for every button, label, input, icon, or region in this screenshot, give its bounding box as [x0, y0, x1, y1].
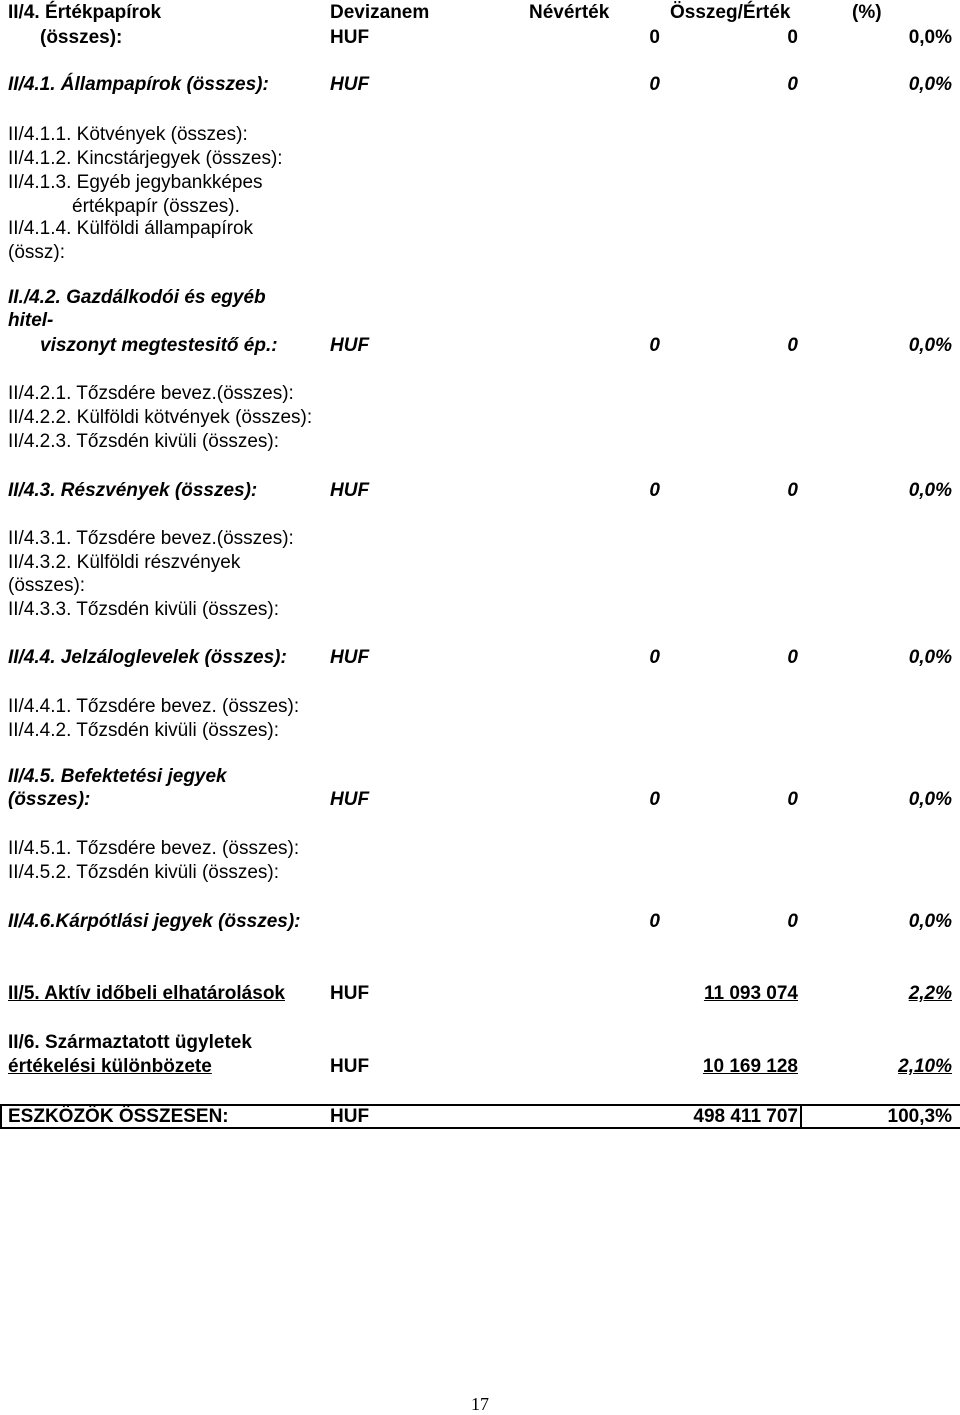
item-4-5-1: II/4.5.1. Tőzsdére bevez. (összes): [8, 838, 300, 859]
section-4-2-nominal: 0 [649, 335, 660, 356]
item-4-2-1: II/4.2.1. Tőzsdére bevez.(összes): [8, 383, 294, 404]
section-4-2-currency: HUF [330, 335, 370, 356]
section-4-4-currency: HUF [330, 647, 370, 668]
section-5-amount: 11 093 074 [703, 983, 798, 1004]
section-4-4-amount: 0 [787, 647, 798, 668]
item-4-2-3: II/4.2.3. Tőzsdén kivüli (összes): [8, 431, 280, 452]
item-4-4-1: II/4.4.1. Tőzsdére bevez. (összes): [8, 696, 300, 717]
section-4-5-pct: 0,0% [908, 789, 952, 810]
item-4-3-2-cont: (összes): [8, 575, 86, 596]
header-pct: 0,0% [908, 27, 952, 48]
total-label: ESZKÖZÖK ÖSSZESEN: [8, 1106, 229, 1127]
item-4-3-2: II/4.3.2. Külföldi részvények [8, 552, 241, 573]
total-currency: HUF [330, 1106, 370, 1127]
section-4-1-amount: 0 [787, 74, 798, 95]
item-4-1-4-cont: (össz): [8, 242, 65, 263]
header-nominal: 0 [649, 27, 660, 48]
header-title-line1: II/4. Értékpapírok [8, 2, 162, 23]
section-4-6-nominal: 0 [649, 911, 660, 932]
section-4-6-amount: 0 [787, 911, 798, 932]
section-4-6-label: II/4.6.Kárpótlási jegyek (összes): [8, 911, 301, 932]
section-5-currency: HUF [330, 983, 370, 1004]
total-left-rule [0, 1104, 2, 1128]
section-4-5-label-line2: (összes): [8, 789, 91, 810]
header-currency: HUF [330, 27, 370, 48]
item-4-3-1: II/4.3.1. Tőzsdére bevez.(összes): [8, 528, 294, 549]
item-4-1-3: II/4.1.3. Egyéb jegybankképes [8, 172, 263, 193]
section-4-2-amount: 0 [787, 335, 798, 356]
section-4-4-pct: 0,0% [908, 647, 952, 668]
total-mid-rule [800, 1104, 802, 1128]
section-4-2-label-line2: hitel- [8, 310, 54, 331]
section-4-3-currency: HUF [330, 480, 370, 501]
item-4-1-2: II/4.1.2. Kincstárjegyek (összes): [8, 148, 283, 169]
section-4-3-pct: 0,0% [908, 480, 952, 501]
section-4-3-amount: 0 [787, 480, 798, 501]
section-4-4-label: II/4.4. Jelzáloglevelek (összes): [8, 647, 287, 668]
section-4-3-nominal: 0 [649, 480, 660, 501]
section-6-amount: 10 169 128 [702, 1056, 798, 1077]
col-header-nominal: Névérték [529, 2, 610, 23]
section-4-1-nominal: 0 [649, 74, 660, 95]
header-amount: 0 [787, 27, 798, 48]
section-5-pct: 2,2% [908, 983, 952, 1004]
section-4-5-nominal: 0 [649, 789, 660, 810]
item-4-5-2: II/4.5.2. Tőzsdén kivüli (összes): [8, 862, 280, 883]
section-4-5-label-line1: II/4.5. Befektetési jegyek [8, 766, 227, 787]
col-header-currency: Devizanem [330, 2, 430, 23]
section-4-1-pct: 0,0% [908, 74, 952, 95]
col-header-pct: (%) [852, 2, 882, 23]
section-4-2-label-line3: viszonyt megtestesitő ép.: [40, 335, 278, 356]
item-4-1-3-cont: értékpapír (összes). [72, 196, 240, 217]
total-pct: 100,3% [887, 1106, 952, 1127]
section-4-2-pct: 0,0% [908, 335, 952, 356]
col-header-amount: Összeg/Érték [670, 2, 791, 23]
item-4-2-2: II/4.2.2. Külföldi kötvények (összes): [8, 407, 313, 428]
section-4-4-nominal: 0 [649, 647, 660, 668]
item-4-1-4: II/4.1.4. Külföldi állampapírok [8, 218, 254, 239]
header-title-line2: (összes): [40, 27, 123, 48]
section-6-currency: HUF [330, 1056, 370, 1077]
section-4-1-label: II/4.1. Állampapírok (összes): [8, 74, 269, 95]
item-4-3-3: II/4.3.3. Tőzsdén kivüli (összes): [8, 599, 280, 620]
section-6-label-line1: II/6. Származtatott ügyletek [8, 1032, 252, 1053]
section-6-label-line2: értékelési különbözete [8, 1056, 212, 1077]
section-6-pct: 2,10% [898, 1056, 952, 1077]
section-4-2-label-line1: II./4.2. Gazdálkodói és egyéb [8, 287, 266, 308]
section-5-label: II/5. Aktív időbeli elhatárolások [8, 983, 285, 1004]
item-4-1-1: II/4.1.1. Kötvények (összes): [8, 124, 248, 145]
section-4-3-label: II/4.3. Részvények (összes): [8, 480, 258, 501]
page-number: 17 [471, 1394, 489, 1414]
section-4-6-pct: 0,0% [908, 911, 952, 932]
item-4-4-2: II/4.4.2. Tőzsdén kivüli (összes): [8, 720, 280, 741]
section-4-5-currency: HUF [330, 789, 370, 810]
section-4-1-currency: HUF [330, 74, 370, 95]
section-4-5-amount: 0 [787, 789, 798, 810]
total-amount: 498 411 707 [693, 1106, 798, 1127]
